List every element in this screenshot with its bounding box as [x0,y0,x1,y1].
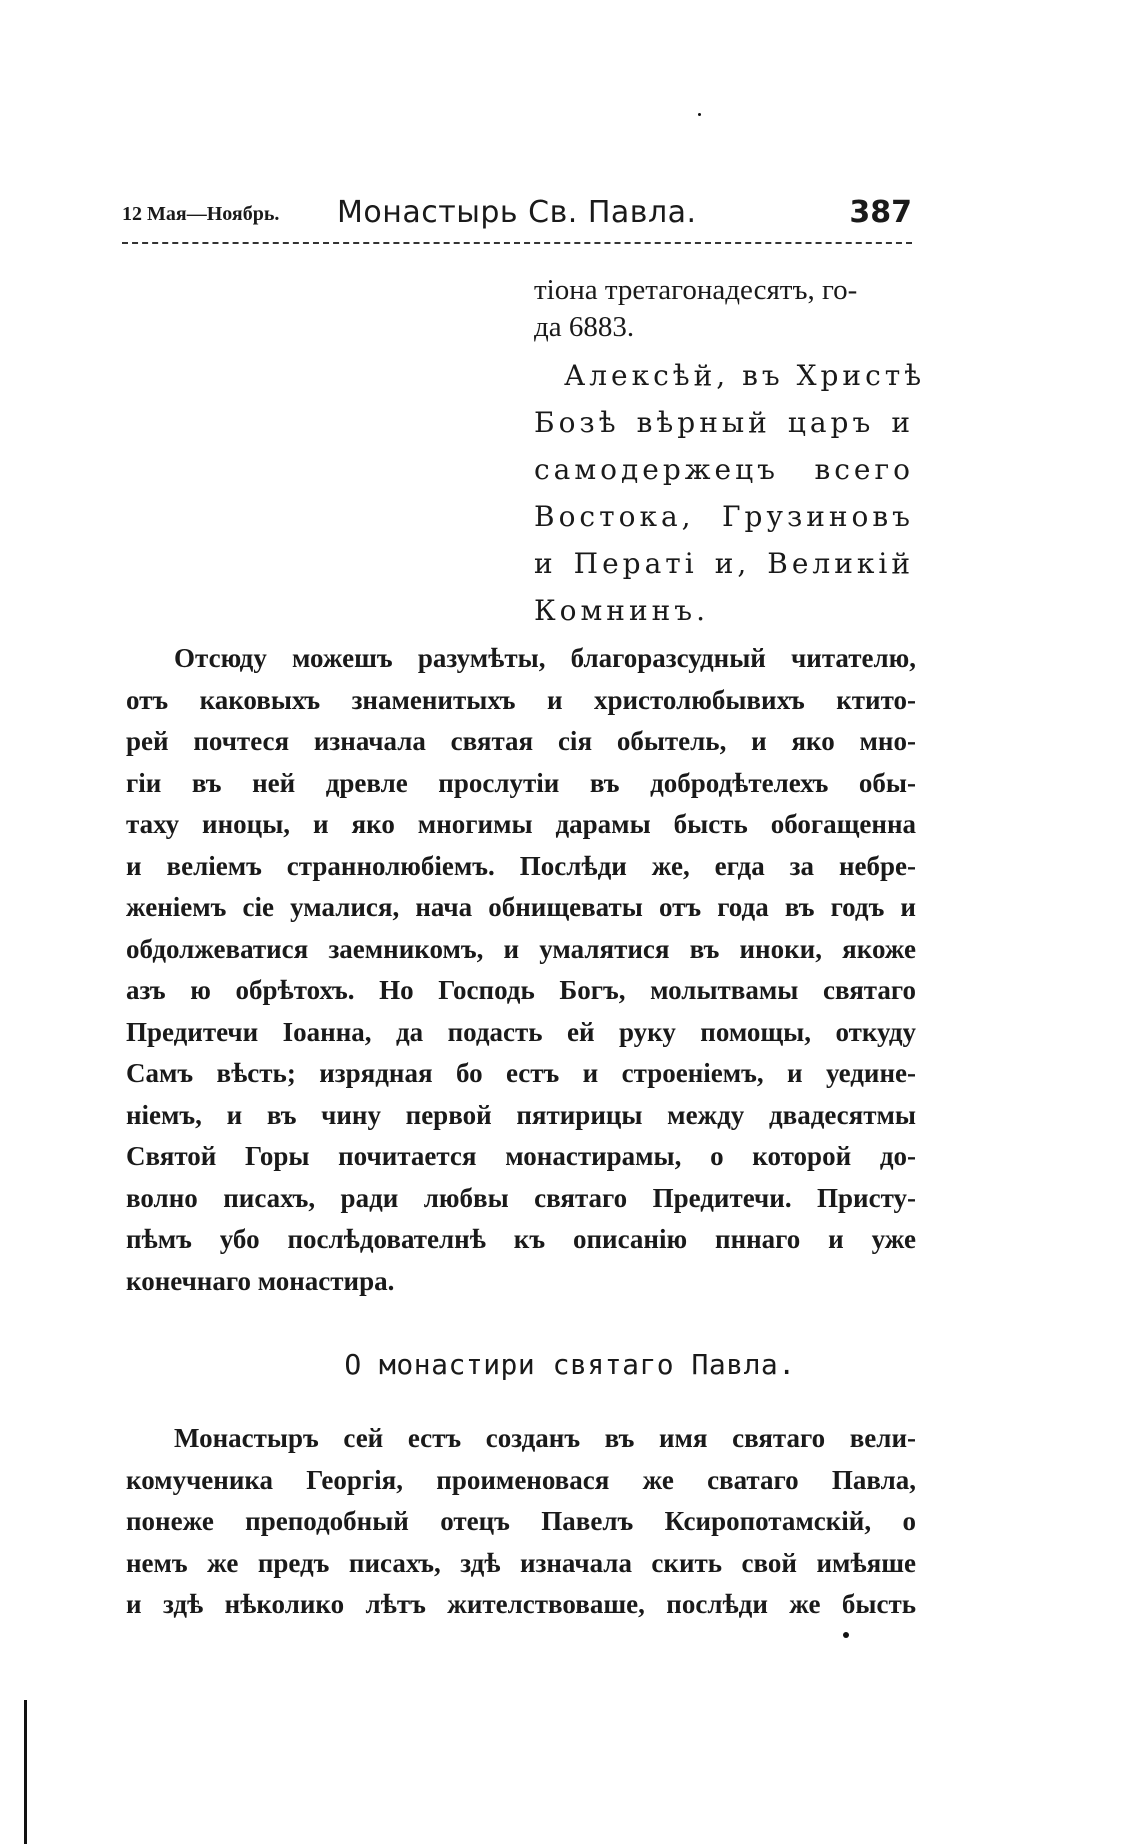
text-line: волно писахъ, ради любвы святаго Предитечи. Присту- [126,1182,916,1213]
section-heading: О монастири святаго Павла. [344,1348,796,1381]
signature-line: Бозѣ вѣрный царъ и [534,406,914,439]
text-line: таху иноцы, и яко многимы дарамы бысть обогащенна [126,809,916,839]
signature-intro-line-1: тіона третагонадесятъ, го- [534,274,858,306]
signature-line: Востока, Грузиновъ [534,500,914,533]
text-line: Самъ вѣсть; изрядная бо естъ и строеніемъ, и уедине- [126,1058,916,1088]
margin-mark [24,1700,27,1844]
text-line: Предитечи Іоанна, да подасть ей руку помощы, откуду [126,1016,916,1047]
text-line: рей почтеся изначала святая сія обытель, и яко мно- [126,726,916,756]
page-number: 387 [849,195,912,230]
paragraph-2 [126,1418,916,1626]
text-line: понеже преподобный отецъ Павелъ Ксиропотамскій, о [126,1506,916,1536]
header-rule [122,242,912,244]
paragraph-1 [126,638,916,1302]
signature-intro [534,272,914,346]
signature-line: самодержецъ всего [534,453,914,486]
text-line: обдолжеватися заемникомъ, и умалятися въ иноки, якоже [126,933,916,964]
text-line: пѣмъ убо послѣдователнѣ къ описанію пннаго и уже [126,1224,916,1254]
ink-dot [843,1632,849,1638]
text-line: азъ ю обрѣтохъ. Но Господь Богъ, молытвамы святаго [126,975,916,1005]
text-line: ніемъ, и въ чину первой пятирицы между двадесятмы [126,1099,916,1130]
text-line: Отсюду можешъ разумѣты, благоразсудный читателю, [174,643,916,673]
running-head-dates: 12 Мая—Ноябрь. [122,203,280,225]
text-line: женіемъ сіе умалися, нача обнищеваты отъ года въ годъ и [126,892,916,922]
signature-block [534,352,926,634]
running-head-title: Монастырь Св. Павла. [337,195,697,230]
signature-line: и Ператі и, Великій [534,547,914,580]
text-line: и веліемъ страннолюбіемъ. Послѣди же, егда за небре- [126,850,916,881]
text-line: конечнаго монастира. [126,1265,395,1296]
text-line: Монастыръ сей естъ созданъ въ имя святаго вели- [174,1423,916,1453]
text-line: немъ же предъ писахъ, здѣ изначала скить свой имѣяше [126,1547,916,1578]
text-line: отъ каковыхъ знаменитыхъ и христолюбывихъ ктито- [126,684,916,715]
text-line: комученика Георгія, проименовася же сватаго Павла, [126,1464,916,1495]
signature-intro-line-2: да 6883. [534,311,635,343]
text-line: и здѣ нѣколико лѣтъ жителствоваше, послѣди же бысть [126,1589,916,1619]
signature-line: Алексѣй, въ Христѣ [564,359,926,392]
ink-dot [698,113,701,116]
text-line: гіи въ ней древле прослутіи въ добродѣтелехъ обы- [126,767,916,798]
running-head [122,195,912,235]
text-line: Святой Горы почитается монастирамы, о которой до- [126,1141,916,1171]
signature-line: Комнинъ. [534,594,710,627]
